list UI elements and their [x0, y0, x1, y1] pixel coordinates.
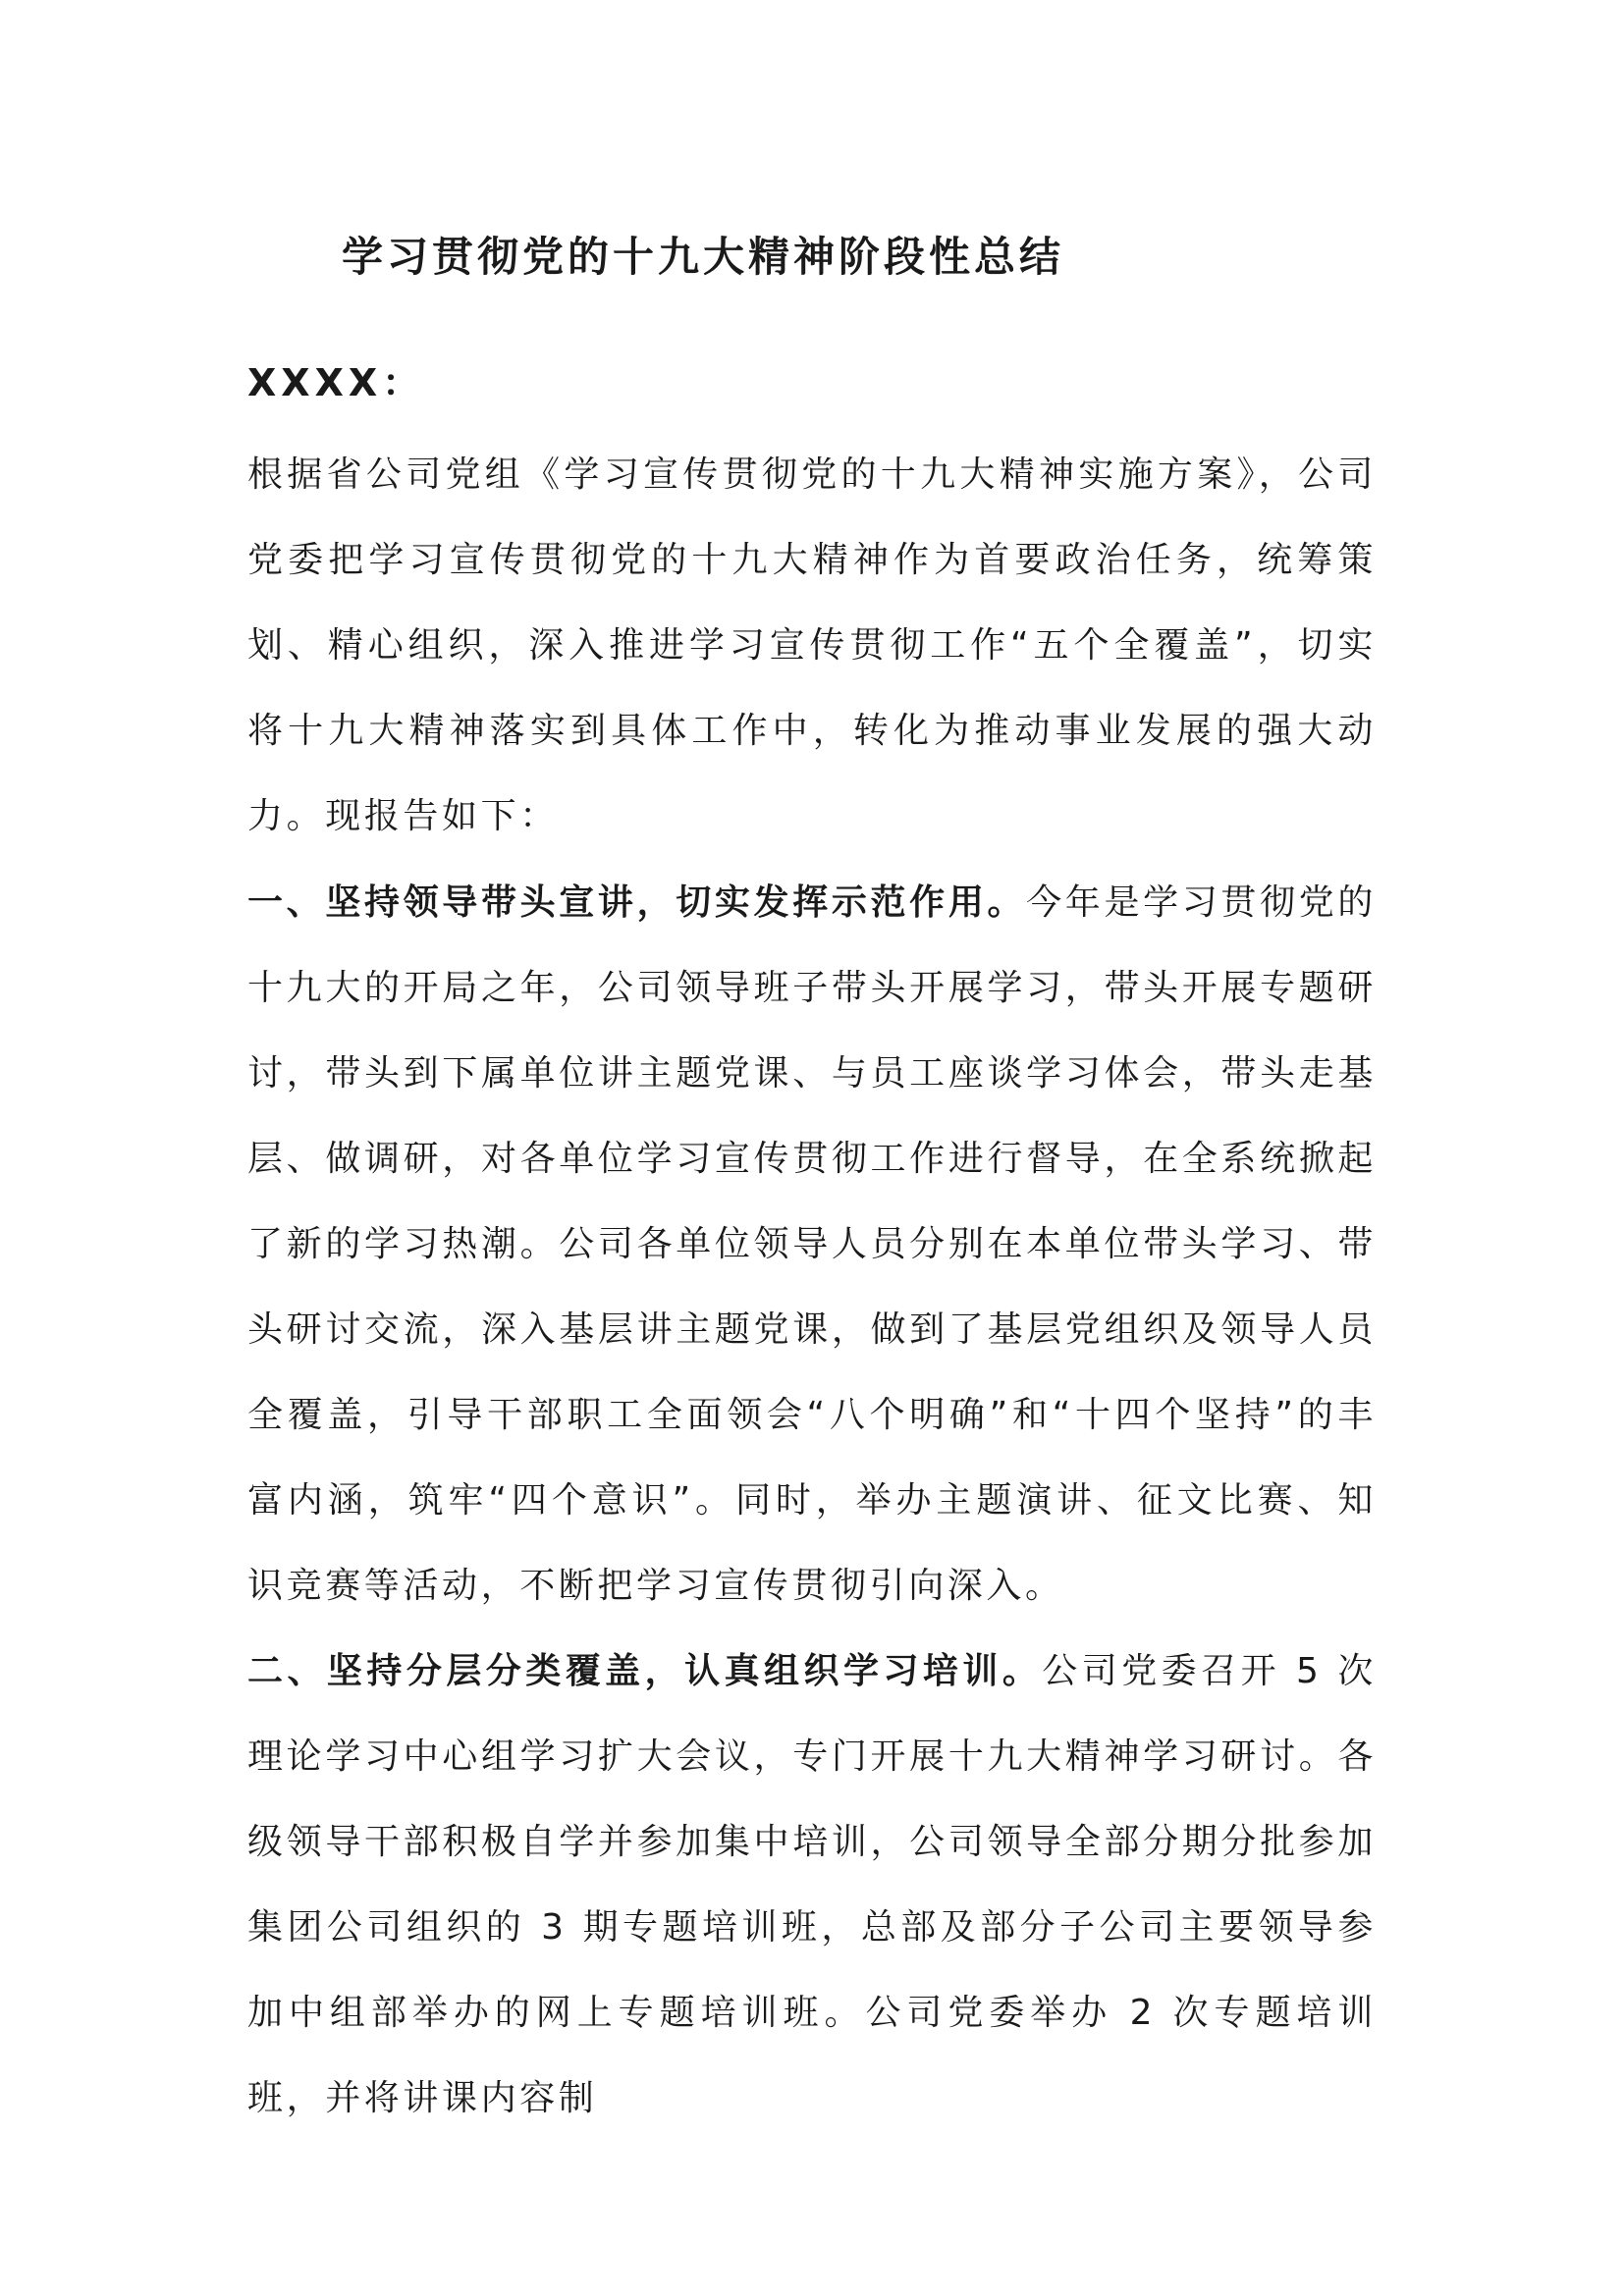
intro-paragraph: 根据省公司党组《学习宣传贯彻党的十九大精神实施方案》，公司党委把学习宣传贯彻党的十九大精神作为首要政治任务，统筹策划、精心组织，深入推进学习宣传贯彻工作“五个全覆盖”，切实将十九大精神落实到具体工作中，转化为推动事业发展的强大动力。现报告如下：: [247, 454, 1377, 836]
section-1-heading: 一、坚持领导带头宣讲，切实发挥示范作用。: [247, 882, 1027, 923]
section-2-text: 公司党委召开 5 次理论学习中心组学习扩大会议，专门开展十九大精神学习研讨。各级领导干部积极自学并参加集中培训，公司领导全部分期分批参加集团公司组织的 3 期专题培训班，总部及部分子公司主要领导参加中组部举办的网上专题培训班。公司党委举办 2 次专题培训班，并将讲课内容制: [247, 1651, 1377, 2118]
section-1-text: 今年是学习贯彻党的十九大的开局之年，公司领导班子带头开展学习，带头开展专题研讨，带头到下属单位讲主题党课、与员工座谈学习体会，带头走基层、做调研，对各单位学习宣传贯彻工作进行督导，在全系统掀起了新的学习热潮。公司各单位领导人员分别在本单位带头学习、带头研讨交流，深入基层讲主题党课，做到了基层党组织及领导人员全覆盖，引导干部职工全面领会“八个明确”和“十四个坚持”的丰富内涵，筑牢“四个意识”。同时，举办主题演讲、征文比赛、知识竞赛等活动，不断把学习宣传贯彻引向深入。: [247, 882, 1377, 1606]
document-title: 学习贯彻党的十九大精神阶段性总结: [342, 233, 1065, 281]
section-2-heading: 二、坚持分层分类覆盖，认真组织学习培训。: [247, 1651, 1043, 1691]
section-2-paragraph: [247, 1629, 1377, 2141]
section-1-paragraph: [247, 860, 1377, 1629]
salutation: XXXX：: [247, 361, 425, 404]
